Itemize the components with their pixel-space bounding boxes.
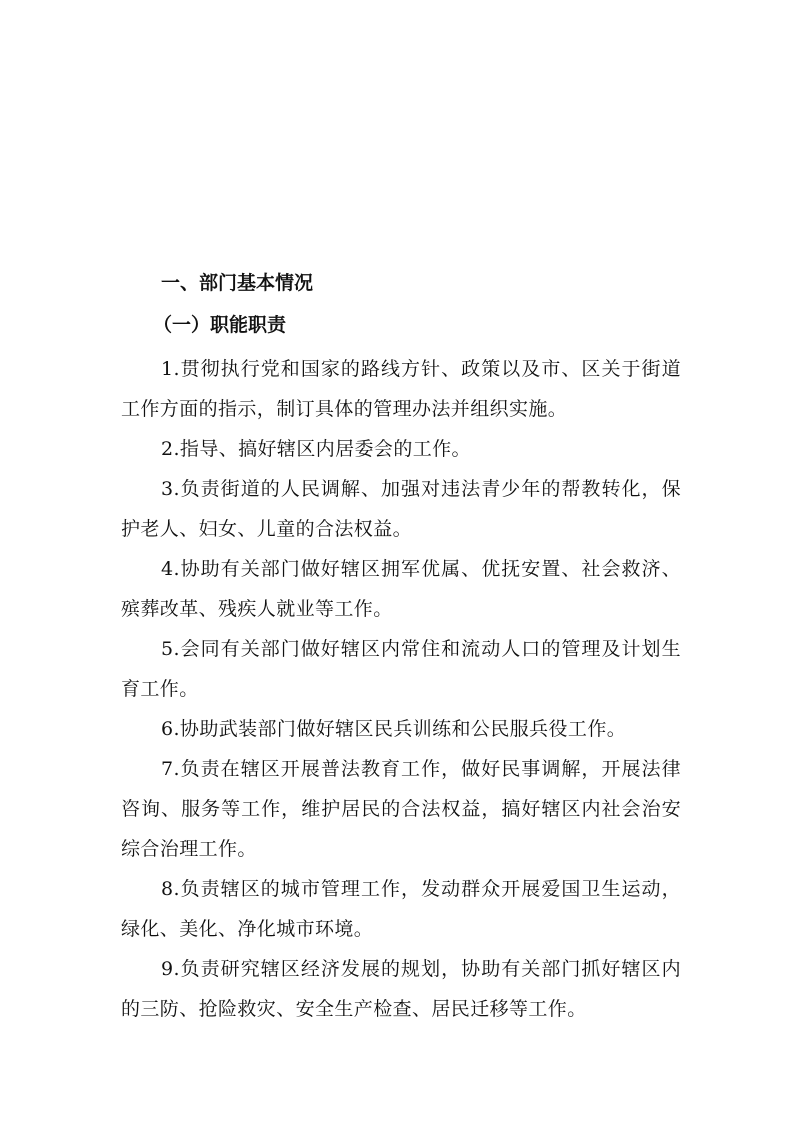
duty-item-7: 7.负责在辖区开展普法教育工作，做好民事调解，开展法律咨询、服务等工作，维护居民的合法权益，搞好辖区内社会治安综合治理工作。 <box>121 758 681 860</box>
duty-item-3: 3.负责街道的人民调解、加强对违法青少年的帮教转化，保护老人、妇女、儿童的合法权益。 <box>121 478 681 540</box>
duty-item-2: 2.指导、搞好辖区内居委会的工作。 <box>161 438 471 460</box>
duty-item-8: 8.负责辖区的城市管理工作，发动群众开展爱国卫生运动，绿化、美化、净化城市环境。 <box>121 878 681 940</box>
duty-item-9: 9.负责研究辖区经济发展的规划，协助有关部门抓好辖区内的三防、抢险救灾、安全生产检查、居民迁移等工作。 <box>121 958 681 1020</box>
subsection-title: （一）职能职责 <box>153 314 287 336</box>
duty-item-4: 4.协助有关部门做好辖区拥军优属、优抚安置、社会救济、殡葬改革、残疾人就业等工作。 <box>121 558 681 620</box>
duty-list <box>121 349 681 1029</box>
duty-item-5: 5.会同有关部门做好辖区内常住和流动人口的管理及计划生育工作。 <box>121 638 681 700</box>
section-title: 一、部门基本情况 <box>161 272 314 294</box>
document-body <box>121 265 681 1029</box>
duty-item-6: 6.协助武装部门做好辖区民兵训练和公民服兵役工作。 <box>161 718 627 740</box>
duty-item-1: 1.贯彻执行党和国家的路线方针、政策以及市、区关于街道工作方面的指示，制订具体的管理办法并组织实施。 <box>121 358 681 420</box>
